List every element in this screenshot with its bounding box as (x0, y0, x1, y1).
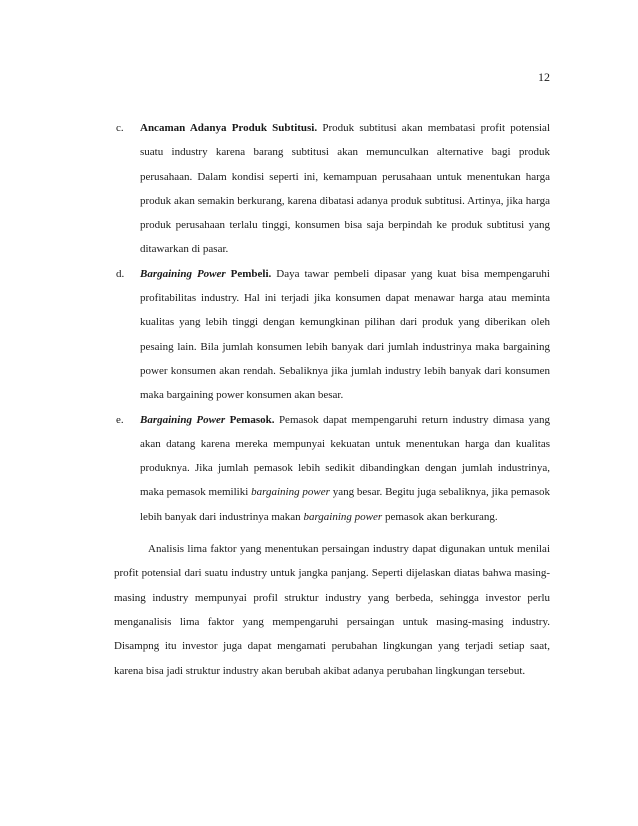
item-text: Produk subtitusi akan membatasi profit potensial suatu industry karena barang subtitusi akan memunculkan alternative bagi produk perusahaan. Dalam kondisi seperti ini, kemampuan perusahaan untuk menentukan harga produk akan semakin berkurang, karena dibatasi adanya produk subtitusi. Artinya, jika harga produk perusahaan terlalu tinggi, konsumen bisa saja berpindah ke produk subtitusi yang ditawarkan di pasar. (140, 122, 551, 256)
item-term-italic: Bargaining Power (140, 413, 226, 426)
item-term-italic: Bargaining Power (140, 267, 226, 280)
body-paragraph: Analisis lima faktor yang menentukan persaingan industry dapat digunakan untuk menilai profit potensial dari suatu industry untuk jangka panjang. Seperti dijelaskan diatas bahwa masing-masing industry mempunyai profil struktur industry yang berbeda, sehingga investor perlu menganalisis lima faktor yang mempengaruhi persaingan untuk masing-masing industry. Disampng itu investor juga dapat mengamati perubahan lingkungan yang terjadi setiap saat, karena bisa jadi struktur industry akan berubah akibat adanya perubahan lingkungan tersebut. (114, 543, 550, 677)
item-term-rest: Pembeli. (225, 267, 272, 280)
item-italic-phrase: bargaining power (303, 510, 383, 523)
document-body (116, 116, 550, 694)
item-text: yang besar. Begitu juga sebaliknya, jika pemasok lebih banyak dari industrinya makan (140, 486, 550, 523)
item-text: Pemasok dapat mempengaruhi return industry dimasa yang akan datang karena mereka mempunyai kekuatan untuk menentukan harga dan kualitas produknya. Jika jumlah pemasok lebih sedikit dibandingkan dengan jumlah industrinya, maka pemasok memiliki (140, 413, 550, 499)
page-number: 12 (538, 70, 550, 84)
item-term-rest: Pemasok. (225, 413, 275, 426)
item-text: Daya tawar pembeli dipasar yang kuat bisa mempengaruhi profitabilitas industry. Hal ini terjadi jika konsumen dapat menawar harga atau meminta kualitas yang lebih tinggi dengan kemungkinan pilihan dari produk yang diberikan oleh pesaing lain. Bila jumlah konsumen lebih banyak dari jumlah industrinya maka bargaining power konsumen akan rendah. Sebaliknya jika jumlah industry lebih banyak dari konsumen maka bargaining power konsumen akan besar. (140, 267, 550, 402)
list-item-d (116, 262, 550, 408)
item-term: Ancaman Adanya Produk Subtitusi. (140, 122, 318, 134)
list-item-e (116, 408, 550, 529)
item-italic-phrase: bargaining power (251, 486, 330, 499)
item-text: pemasok akan berkurang. (382, 510, 498, 523)
list-marker: d. (116, 267, 125, 280)
list-marker: c. (116, 122, 124, 134)
list-item-c (116, 116, 550, 262)
list-marker: e. (116, 413, 124, 426)
